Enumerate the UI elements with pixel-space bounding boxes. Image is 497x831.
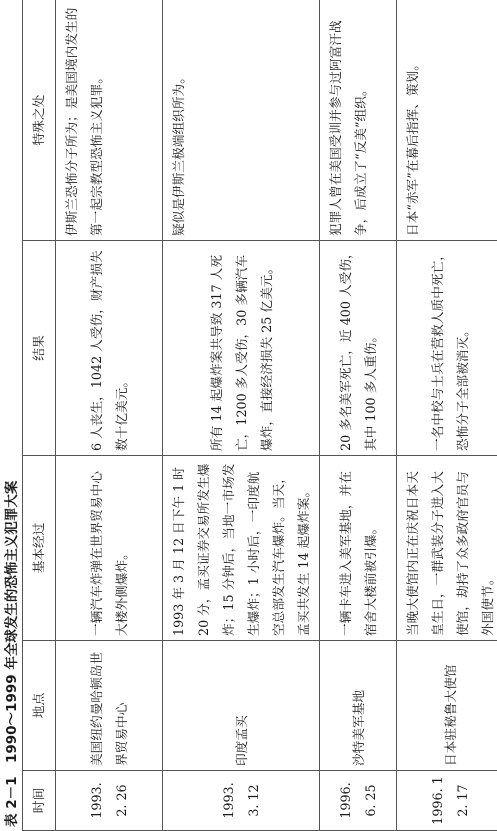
cell-process: 1993 年 3 月 12 日下午 1 时 20 分，孟买证券交易所发生爆炸；15 分钟后，当地一市场发生爆炸；1 小时后，一印度航空总部发生汽车爆炸。当天，孟买共发生 14 起爆炸案。 — [163, 456, 320, 641]
cell-place: 美国纽约曼哈顿岛世界贸易中心 — [56, 641, 163, 771]
table-row — [397, 0, 497, 831]
table-header-row — [23, 0, 56, 831]
header-result: 结果 — [23, 241, 56, 456]
cell-time: 1993. 3. 12 — [163, 771, 320, 831]
header-place: 地点 — [23, 641, 56, 771]
cell-place: 日本驻秘鲁大使馆 — [397, 641, 497, 771]
cell-special: 日本“赤军”在幕后指挥、策划。 — [397, 0, 497, 241]
cell-result: 一名中校与士兵在营救人质中死亡，恐怖分子全部被消灭。 — [397, 241, 497, 456]
cell-result: 所有 14 起爆炸案共导致 317 人死亡，1200 多人受伤，30 多辆汽车爆炸，直接经济损失 25 亿美元。 — [163, 241, 320, 456]
cell-special: 犯罪人曾在美国受训并参与过阿富汗战争，后成立了“反美”组织。 — [320, 0, 397, 241]
cell-result: 20 多名美军死亡，近 400 人受伤，其中 100 多人重伤。 — [320, 241, 397, 456]
table-row — [56, 0, 163, 831]
table-caption: 表 2－1 1990～1999 年全球发生的恐怖主义犯罪大案 — [4, 480, 20, 827]
table-row — [320, 0, 397, 831]
cell-place: 印度孟买 — [163, 641, 320, 771]
cell-place: 沙特美军基地 — [320, 641, 397, 771]
table-row — [163, 0, 320, 831]
cell-special: 伊斯兰恐怖分子所为；是美国境内发生的第一起宗教型恐怖主义犯罪。 — [56, 0, 163, 241]
cell-time: 1993. 2. 26 — [56, 771, 163, 831]
cell-process: 一辆卡车进入美军基地，并在宿舍大楼前被引爆。 — [320, 456, 397, 641]
cell-result: 6 人丧生，1042 人受伤，财产损失数十亿美元。 — [56, 241, 163, 456]
cell-special: 疑似是伊斯兰极端组织所为。 — [163, 0, 320, 241]
cell-time: 1996. 6. 25 — [320, 771, 397, 831]
header-time: 时间 — [23, 771, 56, 831]
cell-time: 1996. 12. 17 — [397, 771, 497, 831]
header-special: 特殊之处 — [23, 0, 56, 241]
crime-cases-table — [22, 0, 497, 831]
header-process: 基本经过 — [23, 456, 56, 641]
cell-process: 一辆汽车炸弹在世界贸易中心大楼外侧爆炸。 — [56, 456, 163, 641]
cell-process: 当晚大使馆内正在庆祝日本天皇生日，一群武装分子进入大使馆，劫持了众多政府官员与外国使节。 — [397, 456, 497, 641]
